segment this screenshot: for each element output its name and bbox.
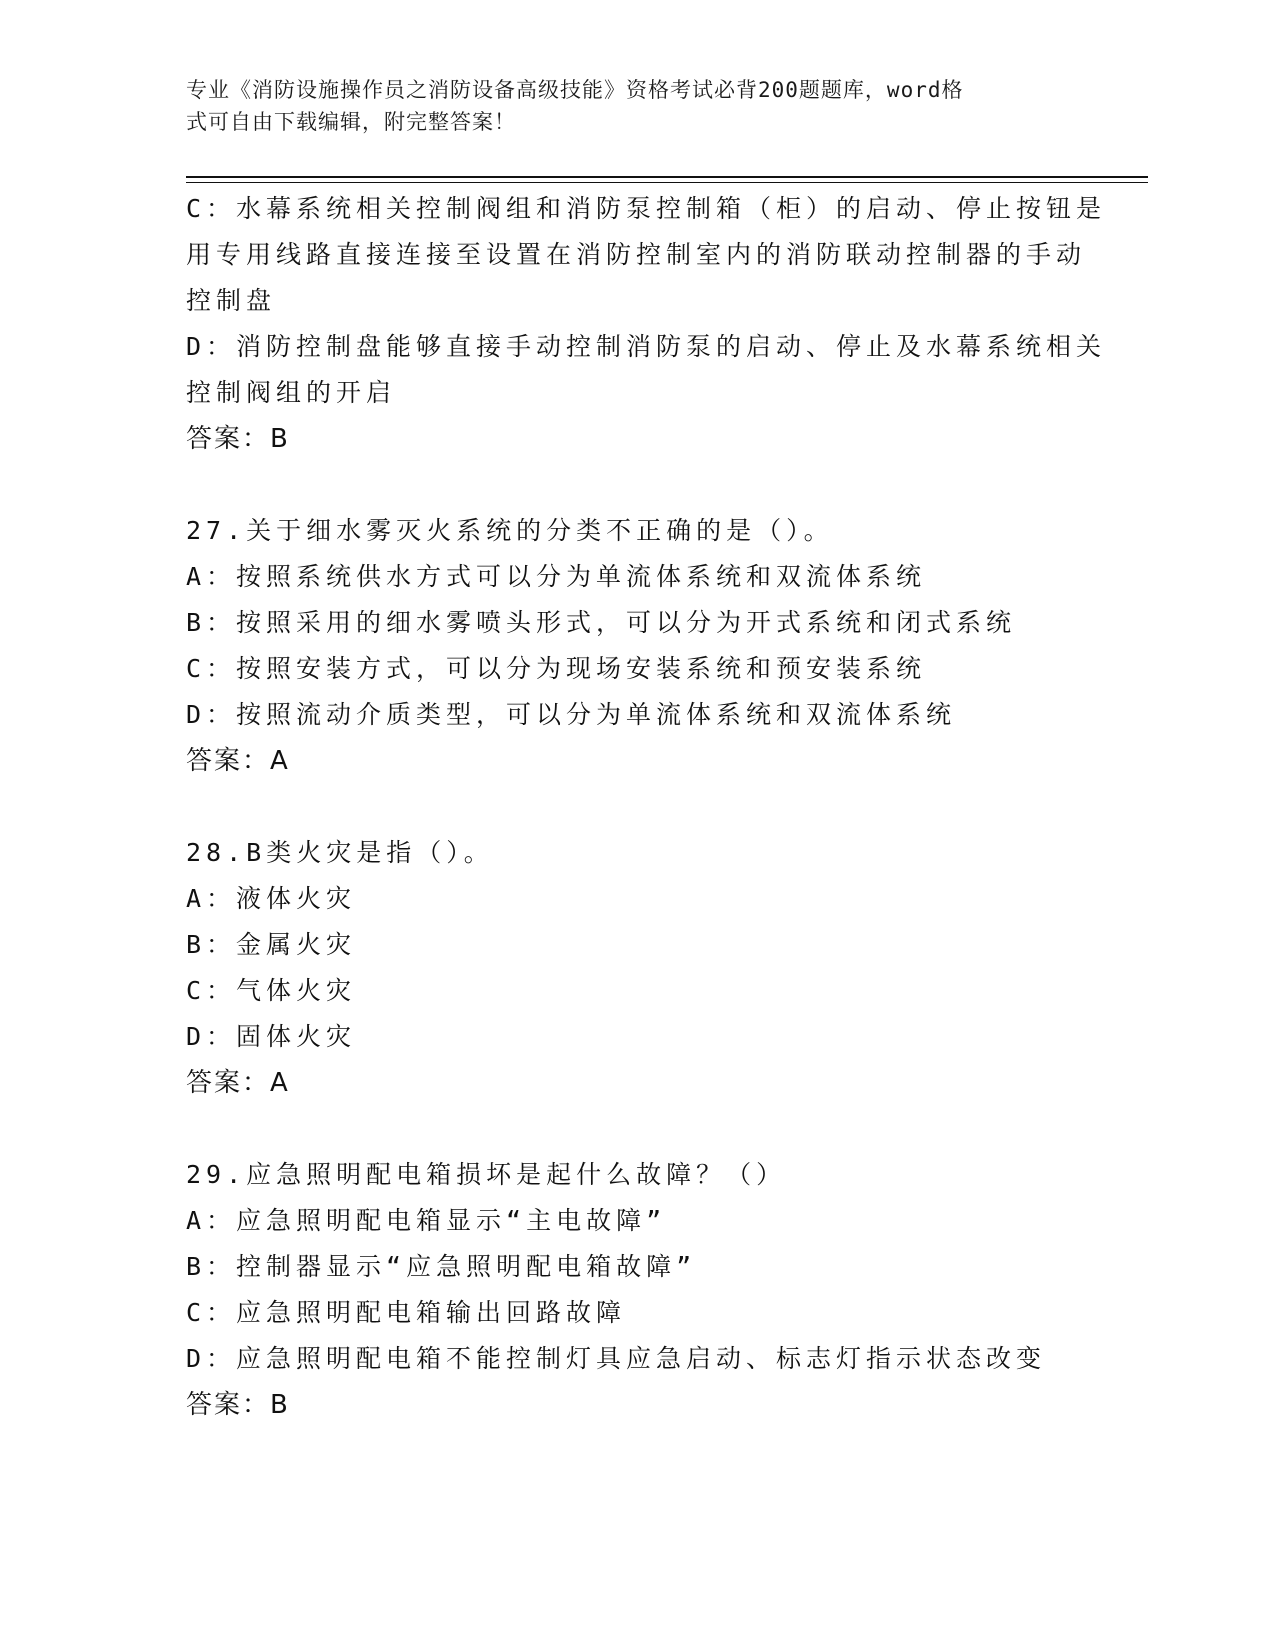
question-29 bbox=[186, 1152, 1086, 1428]
option-d: D：应急照明配电箱不能控制灯具应急启动、标志灯指示状态改变 bbox=[186, 1344, 1047, 1373]
question-27 bbox=[186, 508, 1086, 784]
spacer bbox=[186, 1106, 1086, 1152]
question-content bbox=[186, 186, 1107, 1428]
answer-line: 答案：B bbox=[186, 1390, 290, 1420]
spacer bbox=[186, 462, 1086, 508]
continued-question bbox=[186, 186, 1107, 462]
option-d-line-2: 控制阀组的开启 bbox=[186, 378, 397, 407]
option-c: C：按照安装方式，可以分为现场安装系统和预安装系统 bbox=[186, 654, 927, 683]
question-stem: 29.应急照明配电箱损坏是起什么故障？（） bbox=[186, 1160, 787, 1189]
option-a: A：液体火灾 bbox=[186, 884, 357, 913]
option-c-line-3: 控制盘 bbox=[186, 286, 277, 315]
answer-line: 答案：A bbox=[186, 1068, 290, 1098]
header-line-1: 专业《消防设施操作员之消防设备高级技能》资格考试必背200题题库，word格 bbox=[186, 78, 964, 102]
option-d: D：按照流动介质类型，可以分为单流体系统和双流体系统 bbox=[186, 700, 957, 729]
header-divider-thin bbox=[186, 182, 1148, 183]
option-c-line-2: 用专用线路直接连接至设置在消防控制室内的消防联动控制器的手动 bbox=[186, 240, 1087, 269]
option-d: D：固体火灾 bbox=[186, 1022, 357, 1051]
option-b: B：按照采用的细水雾喷头形式，可以分为开式系统和闭式系统 bbox=[186, 608, 1017, 637]
option-a: A：按照系统供水方式可以分为单流体系统和双流体系统 bbox=[186, 562, 927, 591]
document-header bbox=[186, 74, 1066, 138]
option-c: C：气体火灾 bbox=[186, 976, 357, 1005]
option-b: B：金属火灾 bbox=[186, 930, 357, 959]
question-28 bbox=[186, 830, 1086, 1106]
option-c-line-1: C：水幕系统相关控制阀组和消防泵控制箱（柜）的启动、停止按钮是 bbox=[186, 194, 1107, 223]
answer-line: 答案：B bbox=[186, 424, 290, 454]
option-d-line-1: D：消防控制盘能够直接手动控制消防泵的启动、停止及水幕系统相关 bbox=[186, 332, 1107, 361]
option-a: A：应急照明配电箱显示“主电故障” bbox=[186, 1206, 667, 1235]
question-stem: 28.B类火灾是指（）。 bbox=[186, 838, 494, 867]
option-c: C：应急照明配电箱输出回路故障 bbox=[186, 1298, 627, 1327]
header-divider-thick bbox=[186, 176, 1148, 178]
answer-line: 答案：A bbox=[186, 746, 290, 776]
question-stem: 27.关于细水雾灭火系统的分类不正确的是（）。 bbox=[186, 516, 834, 545]
option-b: B：控制器显示“应急照明配电箱故障” bbox=[186, 1252, 697, 1281]
spacer bbox=[186, 784, 1086, 830]
header-line-2: 式可自由下载编辑，附完整答案！ bbox=[186, 110, 516, 134]
